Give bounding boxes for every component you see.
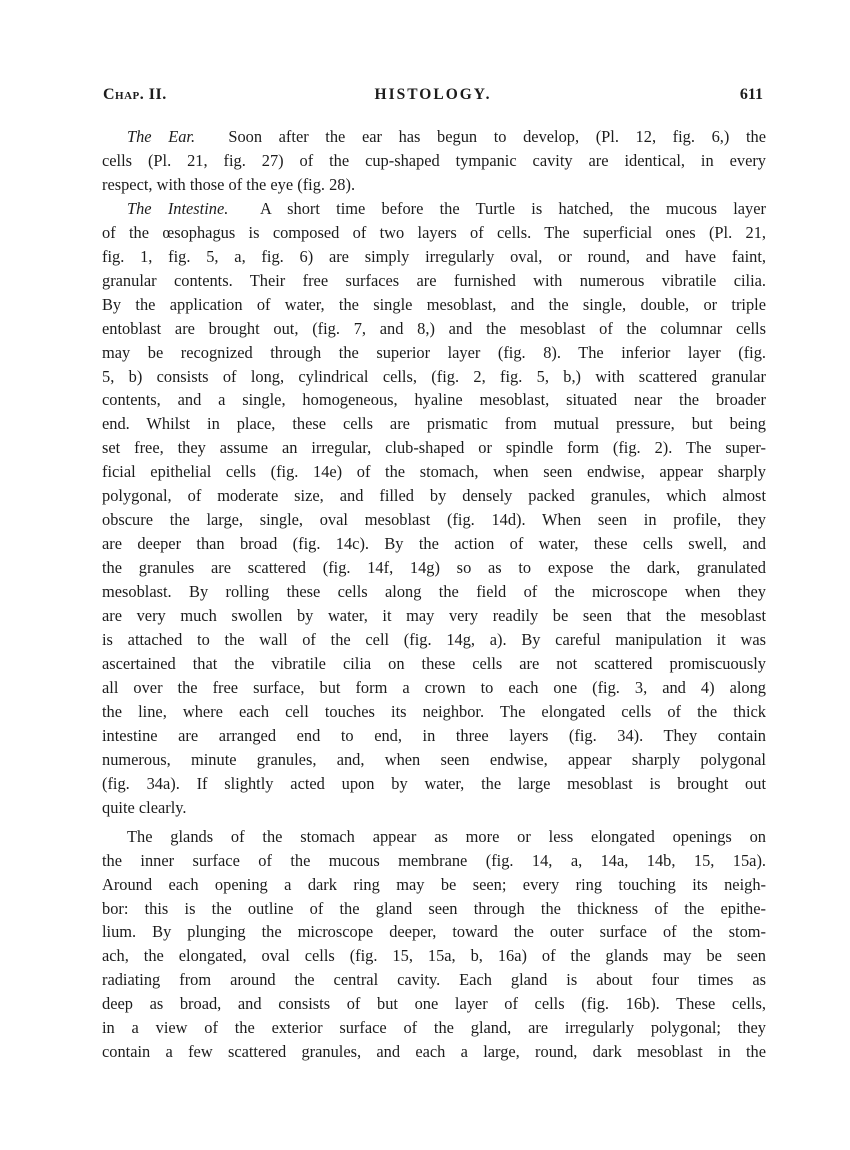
text-line: lium. By plunging the microscope deeper, toward the outer surface of the stom-: [102, 922, 766, 942]
text-line: respect, with those of the eye (fig. 28).: [102, 174, 356, 194]
text-line: cells (Pl. 21, fig. 27) of the cup-shaped tympanic cavity are identical, in every: [102, 150, 766, 170]
text-line: obscure the large, single, oval mesoblast (fig. 14d). When seen in profile, they: [102, 510, 766, 530]
text-line: granular contents. Their free surfaces are furnished with numerous vibratile cilia.: [102, 270, 766, 290]
paragraph-heading: The Intestine.: [127, 198, 229, 218]
text-line: ficial epithelial cells (fig. 14e) of the stomach, when seen endwise, appear sharply: [102, 462, 766, 482]
text-line: (fig. 34a). If slightly acted upon by water, the large mesoblast is brought out: [102, 773, 766, 793]
text-line: Around each opening a dark ring may be seen; every ring touching its neigh-: [102, 874, 766, 894]
text-line: set free, they assume an irregular, club-shaped or spindle form (fig. 2). The super-: [102, 438, 766, 458]
text-line: in a view of the exterior surface of the gland, are irregularly polygonal; they: [102, 1018, 766, 1038]
body-text: [102, 125, 766, 1064]
paragraph-glands: [102, 825, 766, 1065]
text-line: may be recognized through the superior layer (fig. 8). The inferior layer (fig.: [102, 342, 766, 362]
text-line: radiating from around the central cavity. Each gland is about four times as: [102, 970, 766, 990]
text-line: end. Whilst in place, these cells are prismatic from mutual pressure, but being: [102, 414, 766, 434]
text-line: polygonal, of moderate size, and filled by densely packed granules, which almost: [102, 486, 766, 506]
text-line: fig. 1, fig. 5, a, fig. 6) are simply irregularly oval, or round, and have faint,: [102, 246, 766, 266]
paragraph-intestine: [102, 197, 766, 820]
text-line: deep as broad, and consists of but one layer of cells (fig. 16b). These cells,: [102, 994, 766, 1014]
running-head: [103, 86, 763, 108]
page-number: 611: [739, 86, 763, 103]
text-line: mesoblast. By rolling these cells along the field of the microscope when they: [102, 582, 766, 602]
text-line: numerous, minute granules, and, when seen endwise, appear sharply polygonal: [102, 749, 766, 769]
paragraph-heading: The Ear.: [127, 127, 196, 146]
text-line: The Ear. Soon after the ear has begun to develop, (Pl. 12, fig. 6,) the: [127, 127, 766, 146]
text-line: quite clearly.: [102, 797, 187, 817]
text-line: the line, where each cell touches its neighbor. The elongated cells of the thick: [102, 701, 766, 721]
text-line: intestine are arranged end to end, in three layers (fig. 34). They contain: [102, 725, 766, 745]
text-line: all over the free surface, but form a crown to each one (fig. 3, and 4) along: [102, 677, 766, 697]
text-line: By the application of water, the single mesoblast, and the single, double, or triple: [102, 294, 766, 314]
text-line: The glands of the stomach appear as more or less elongated openings on: [127, 826, 766, 846]
text-line: contain a few scattered granules, and each a large, round, dark mesoblast in the: [102, 1042, 766, 1062]
text-line: bor: this is the outline of the gland seen through the thickness of the epithe-: [102, 898, 766, 918]
paragraph-ear: [102, 125, 766, 197]
text-line: is attached to the wall of the cell (fig. 14g, a). By careful manipulation it was: [102, 630, 766, 650]
text-line: ach, the elongated, oval cells (fig. 15, 15a, b, 16a) of the glands may be seen: [102, 946, 766, 966]
text-line: entoblast are brought out, (fig. 7, and 8,) and the mesoblast of the columnar cells: [102, 318, 766, 338]
text-line: are very much swollen by water, it may very readily be seen that the mesoblast: [102, 606, 766, 626]
section-title: HISTOLOGY.: [374, 86, 492, 103]
text-line: the inner surface of the mucous membrane (fig. 14, a, 14a, 14b, 15, 15a).: [102, 850, 766, 870]
text-line: contents, and a single, homogeneous, hyaline mesoblast, situated near the broader: [102, 390, 766, 410]
text-line: the granules are scattered (fig. 14f, 14g) so as to expose the dark, granulated: [102, 558, 766, 578]
text-line: 5, b) consists of long, cylindrical cells, (fig. 2, fig. 5, b,) with scattered granular: [102, 366, 766, 386]
text-line: are deeper than broad (fig. 14c). By the action of water, these cells swell, and: [102, 534, 766, 554]
chapter-label: Chap. II.: [103, 86, 167, 103]
text-line: of the œsophagus is composed of two layers of cells. The superficial ones (Pl. 21,: [102, 222, 766, 242]
text-line: The Intestine. A short time before the Turtle is hatched, the mucous layer: [127, 198, 766, 218]
text-line: ascertained that the vibratile cilia on these cells are not scattered promiscuously: [102, 653, 766, 673]
